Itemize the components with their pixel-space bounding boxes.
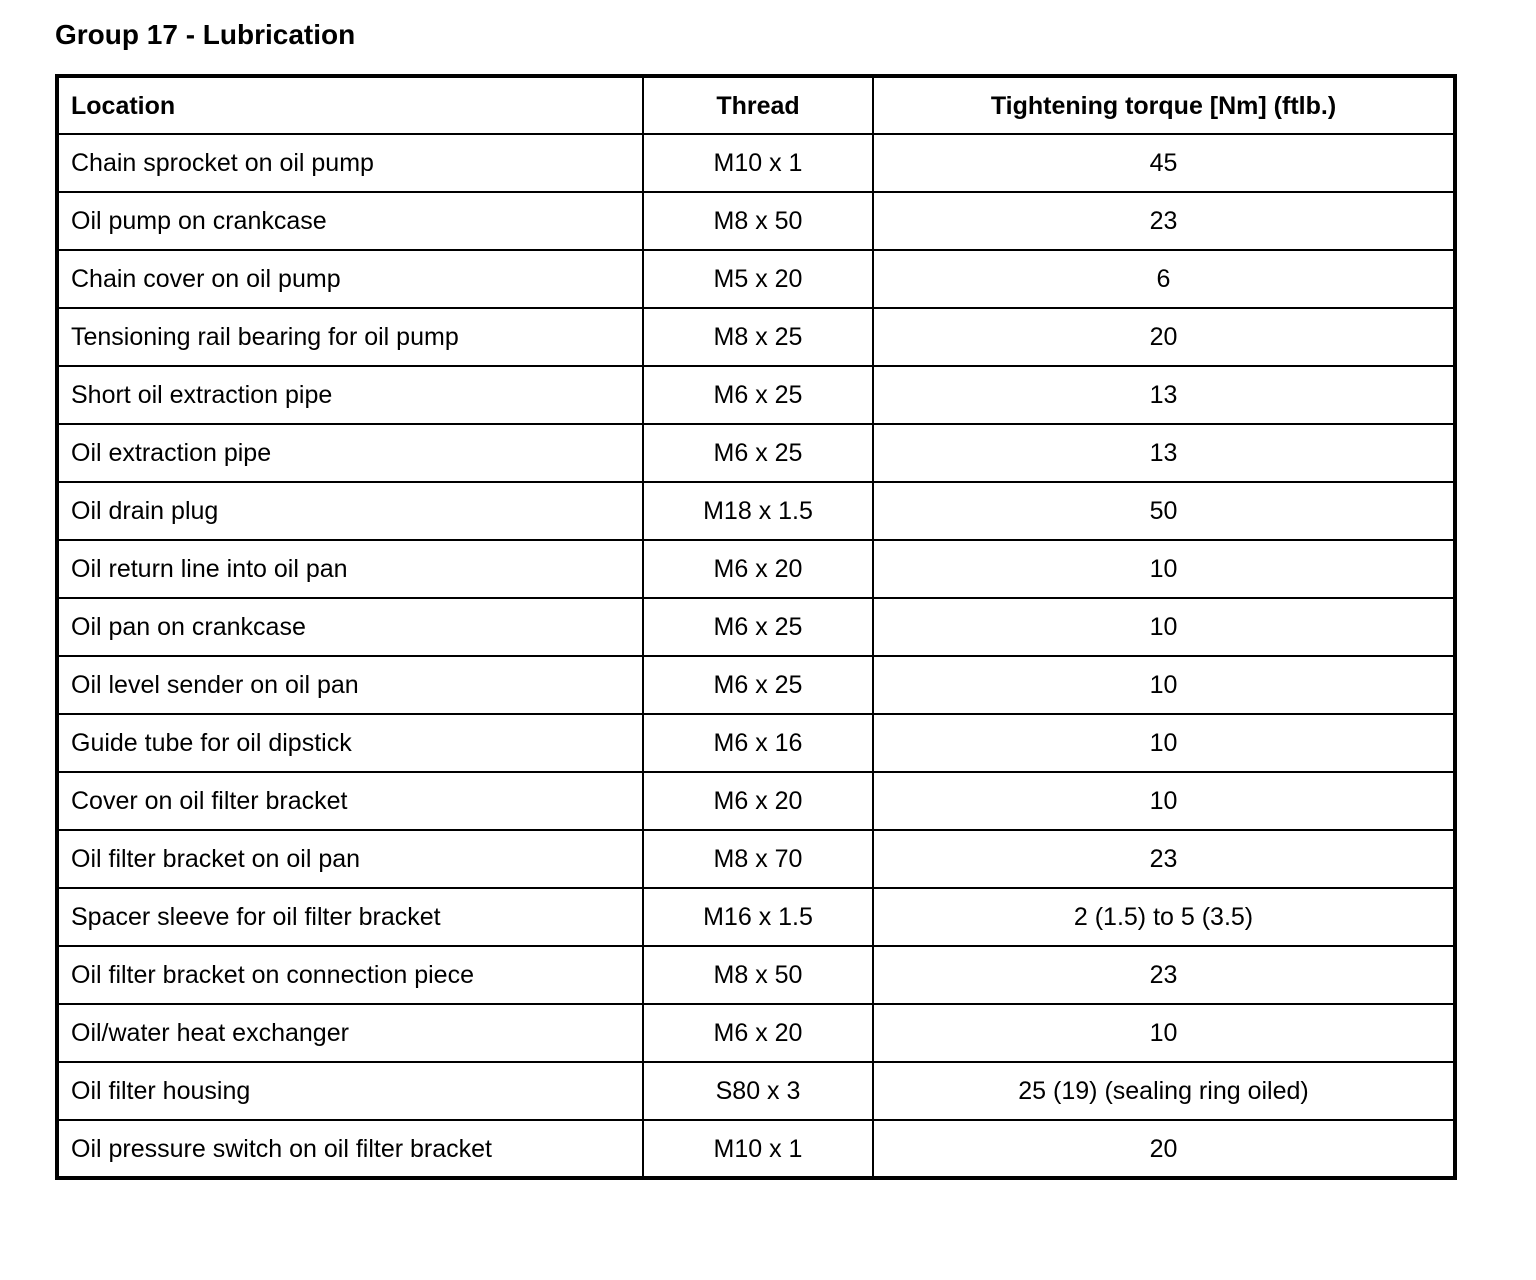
location-cell: Guide tube for oil dipstick [57, 714, 643, 772]
table-row [57, 1004, 1455, 1062]
thread-cell: M5 x 20 [643, 250, 873, 308]
table-row [57, 1062, 1455, 1120]
table-row [57, 134, 1455, 192]
thread-cell: M6 x 25 [643, 598, 873, 656]
torque-cell: 20 [873, 1120, 1455, 1178]
thread-cell: M18 x 1.5 [643, 482, 873, 540]
thread-cell: M6 x 16 [643, 714, 873, 772]
location-cell: Oil/water heat exchanger [57, 1004, 643, 1062]
location-cell: Oil extraction pipe [57, 424, 643, 482]
location-cell: Oil level sender on oil pan [57, 656, 643, 714]
location-cell: Oil pump on crankcase [57, 192, 643, 250]
torque-cell: 20 [873, 308, 1455, 366]
torque-cell: 10 [873, 772, 1455, 830]
thread-cell: M10 x 1 [643, 1120, 873, 1178]
thread-cell: M6 x 20 [643, 1004, 873, 1062]
thread-cell: M6 x 25 [643, 656, 873, 714]
table-row [57, 946, 1455, 1004]
table-row [57, 424, 1455, 482]
location-cell: Oil pressure switch on oil filter bracket [57, 1120, 643, 1178]
location-cell: Oil filter bracket on oil pan [57, 830, 643, 888]
thread-cell: M6 x 20 [643, 772, 873, 830]
torque-cell: 13 [873, 366, 1455, 424]
column-header-thread: Thread [643, 76, 873, 134]
thread-cell: S80 x 3 [643, 1062, 873, 1120]
column-header-location: Location [57, 76, 643, 134]
location-cell: Oil drain plug [57, 482, 643, 540]
table-row [57, 714, 1455, 772]
table-row [57, 772, 1455, 830]
torque-cell: 23 [873, 946, 1455, 1004]
table-row [57, 308, 1455, 366]
location-cell: Oil pan on crankcase [57, 598, 643, 656]
torque-cell: 23 [873, 192, 1455, 250]
table-body [57, 134, 1455, 1178]
thread-cell: M6 x 20 [643, 540, 873, 598]
torque-cell: 23 [873, 830, 1455, 888]
thread-cell: M8 x 50 [643, 946, 873, 1004]
location-cell: Oil return line into oil pan [57, 540, 643, 598]
thread-cell: M16 x 1.5 [643, 888, 873, 946]
table-row [57, 1120, 1455, 1178]
torque-cell: 25 (19) (sealing ring oiled) [873, 1062, 1455, 1120]
table-row [57, 888, 1455, 946]
location-cell: Spacer sleeve for oil filter bracket [57, 888, 643, 946]
torque-cell: 13 [873, 424, 1455, 482]
table-row [57, 250, 1455, 308]
torque-cell: 10 [873, 598, 1455, 656]
table-row [57, 482, 1455, 540]
location-cell: Oil filter housing [57, 1062, 643, 1120]
table-row [57, 540, 1455, 598]
location-cell: Cover on oil filter bracket [57, 772, 643, 830]
torque-cell: 10 [873, 540, 1455, 598]
thread-cell: M6 x 25 [643, 424, 873, 482]
thread-cell: M8 x 25 [643, 308, 873, 366]
location-cell: Tensioning rail bearing for oil pump [57, 308, 643, 366]
torque-cell: 10 [873, 714, 1455, 772]
page-title: Group 17 - Lubrication [55, 19, 356, 50]
thread-cell: M8 x 50 [643, 192, 873, 250]
location-cell: Short oil extraction pipe [57, 366, 643, 424]
header-row [57, 76, 1455, 134]
thread-cell: M6 x 25 [643, 366, 873, 424]
table-row [57, 192, 1455, 250]
table-row [57, 656, 1455, 714]
thread-cell: M8 x 70 [643, 830, 873, 888]
torque-cell: 6 [873, 250, 1455, 308]
torque-cell: 10 [873, 656, 1455, 714]
torque-cell: 10 [873, 1004, 1455, 1062]
column-header-torque: Tightening torque [Nm] (ftlb.) [873, 76, 1455, 134]
location-cell: Oil filter bracket on connection piece [57, 946, 643, 1004]
table-row [57, 830, 1455, 888]
location-cell: Chain sprocket on oil pump [57, 134, 643, 192]
torque-table [55, 74, 1457, 1180]
torque-cell: 45 [873, 134, 1455, 192]
table-row [57, 366, 1455, 424]
location-cell: Chain cover on oil pump [57, 250, 643, 308]
table-row [57, 598, 1455, 656]
thread-cell: M10 x 1 [643, 134, 873, 192]
torque-cell: 50 [873, 482, 1455, 540]
torque-cell: 2 (1.5) to 5 (3.5) [873, 888, 1455, 946]
